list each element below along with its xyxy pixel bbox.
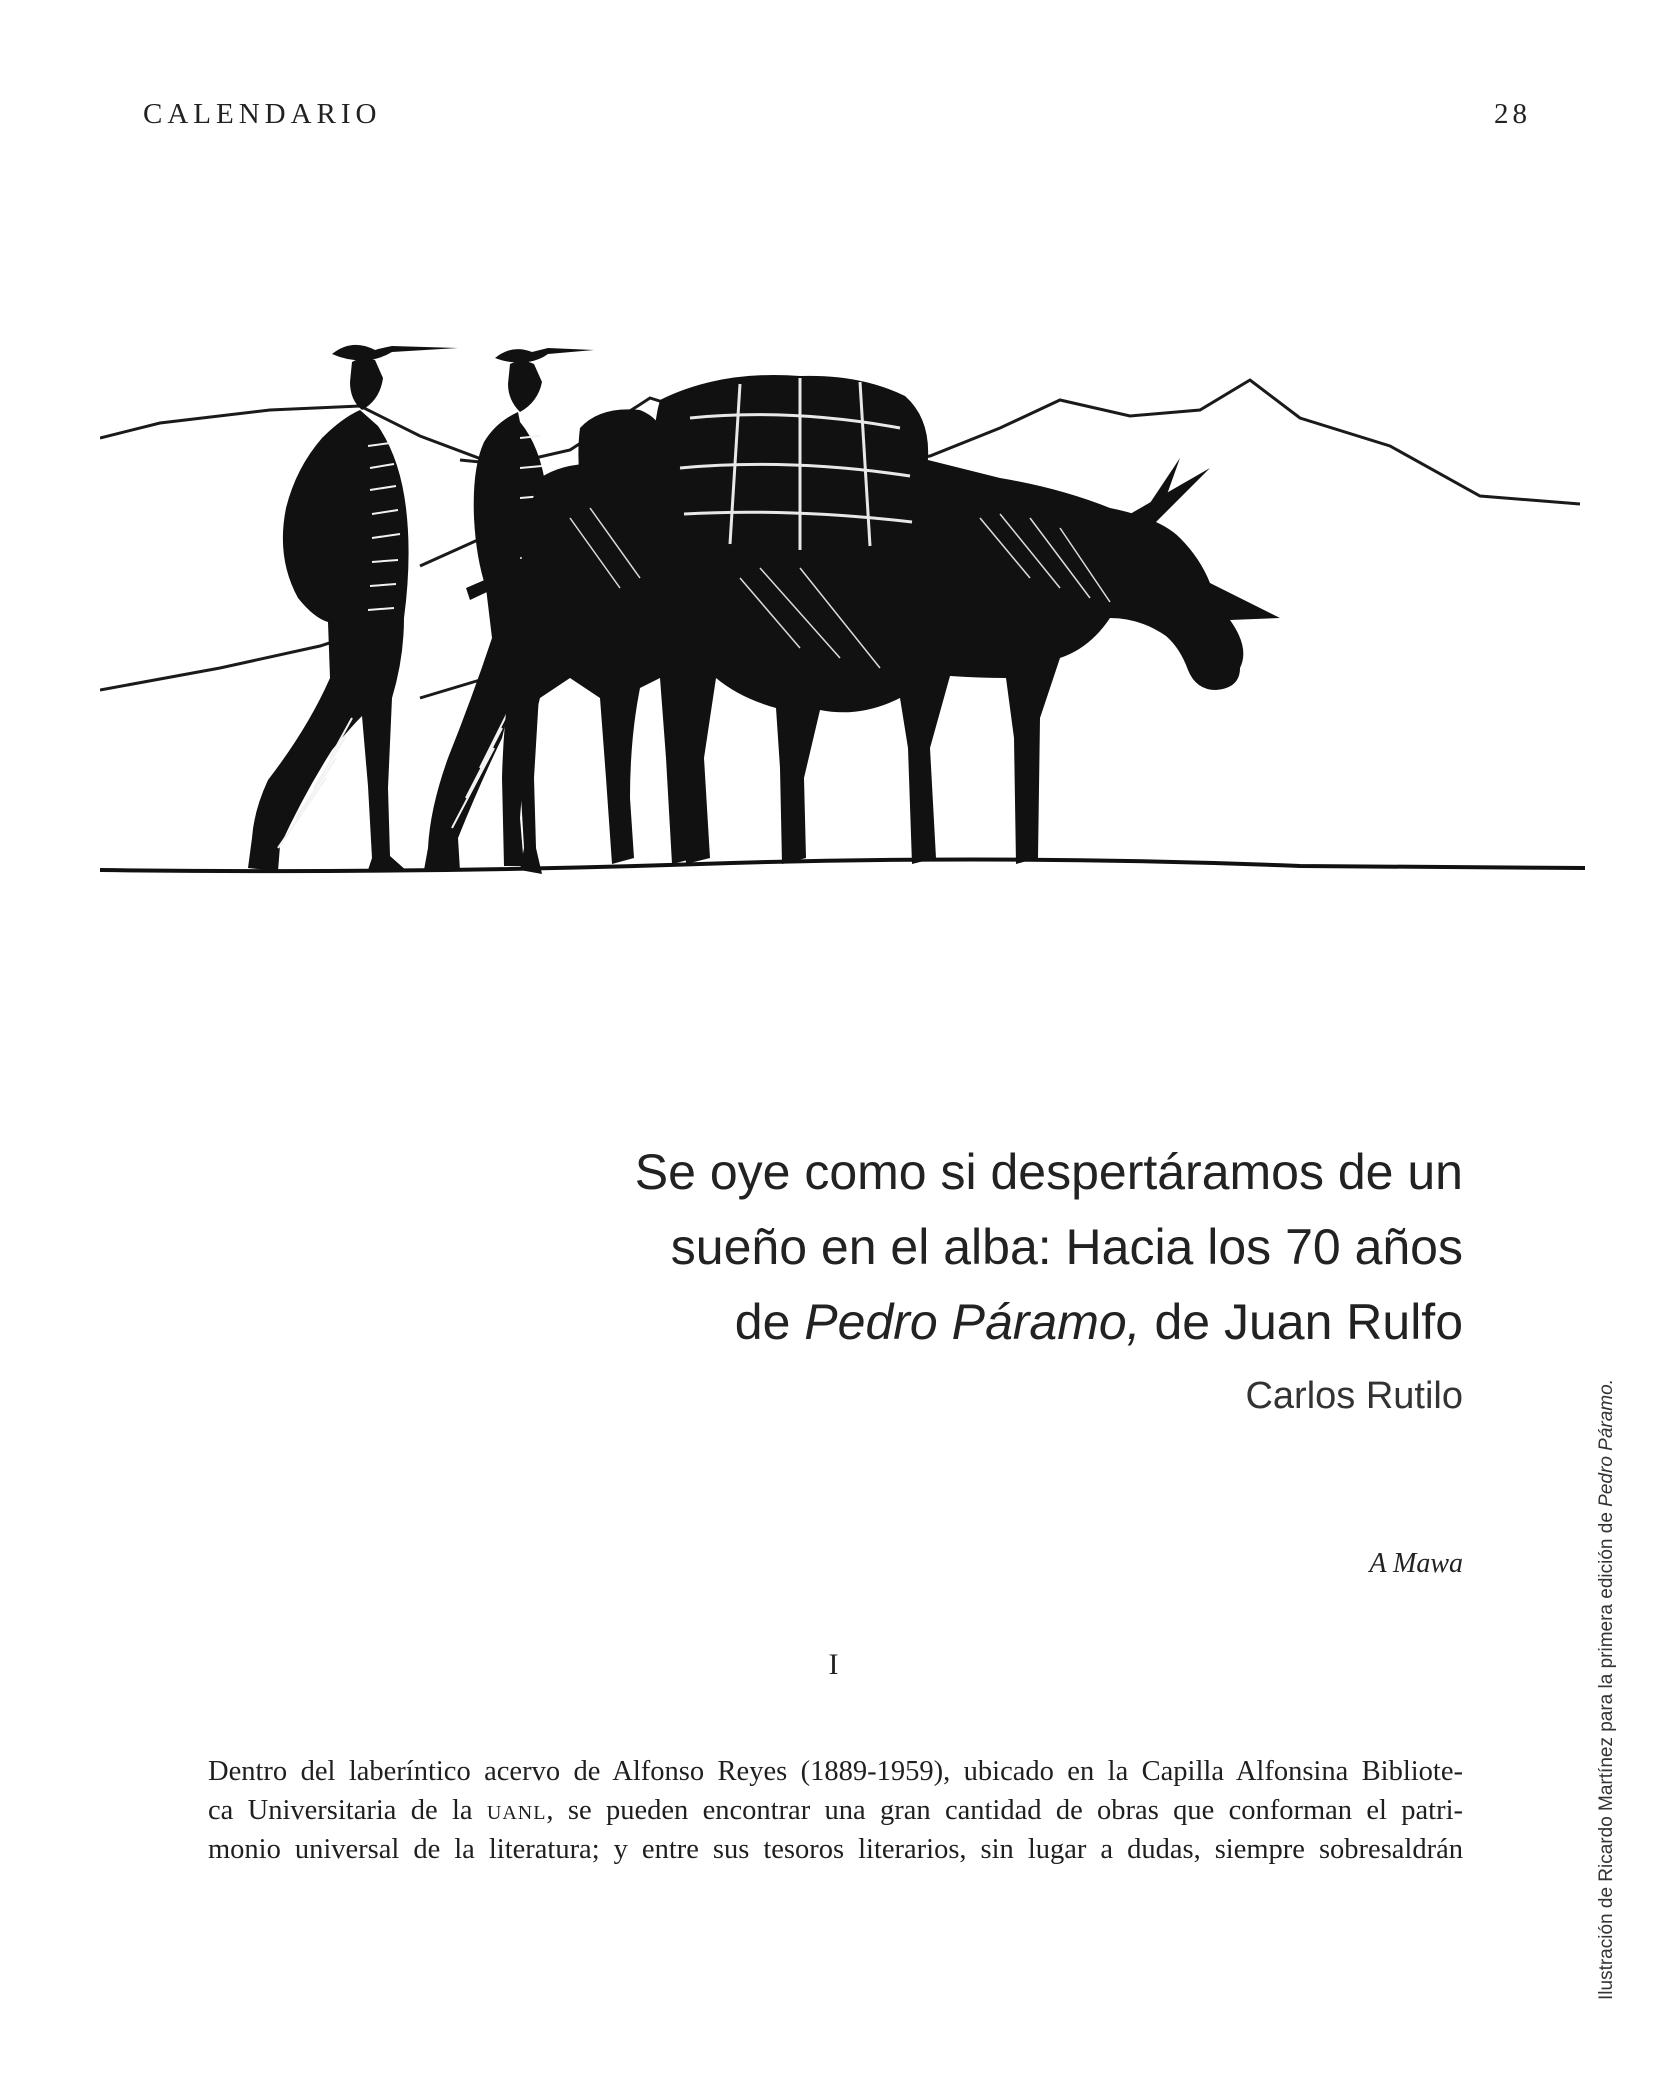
dedication: A Mawa: [1369, 1548, 1463, 1579]
body-paragraph: [208, 1752, 1463, 1869]
article-author: Carlos Rutilo: [1245, 1375, 1463, 1417]
caption-prefix: Ilustración de Ricardo Martínez para la primera edición de: [1596, 1506, 1617, 2000]
body-line-2-start: ca Universitaria de la: [208, 1795, 487, 1826]
article-title-line-3: [563, 1285, 1463, 1360]
title-book-name: Pedro Páramo,: [804, 1294, 1141, 1350]
body-line-2-end: , se pueden encontrar una gran cantidad de obras que conforman el patri-: [546, 1795, 1463, 1826]
page-number: 28: [1494, 98, 1531, 130]
acronym-uanl: uanl: [486, 1795, 547, 1826]
mule-group: [492, 375, 1280, 866]
title-line-3-suffix: de Juan Rulfo: [1140, 1294, 1463, 1350]
illustration-caption: [1596, 1300, 1636, 2000]
caption-book-name: Pedro Páramo.: [1596, 1379, 1617, 1507]
body-line-1: Dentro del laberíntico acervo de Alfonso Reyes (1889-1959), ubicado en la Capilla Alfonsina Bibliote-: [208, 1756, 1463, 1787]
illustration-travelers-with-mules: [100, 318, 1590, 893]
article-title-line-1: Se oye como si despertáramos de un: [634, 1144, 1463, 1200]
section-numeral: I: [828, 1648, 839, 1681]
article-title-block: [563, 1135, 1463, 1424]
illustration-caption-text: [1596, 1379, 1618, 2000]
article-title-line-2: sueño en el alba: Hacia los 70 años: [670, 1219, 1463, 1275]
running-head: CALENDARIO: [143, 98, 382, 130]
traveler-1-figure: [248, 345, 458, 872]
title-line-3-prefix: de: [734, 1294, 805, 1350]
body-line-3: monio universal de la literatura; y entre sus tesoros literarios, sin lugar a dudas, siempre sobresaldrán: [208, 1834, 1463, 1865]
body-line-2: [208, 1791, 1463, 1830]
